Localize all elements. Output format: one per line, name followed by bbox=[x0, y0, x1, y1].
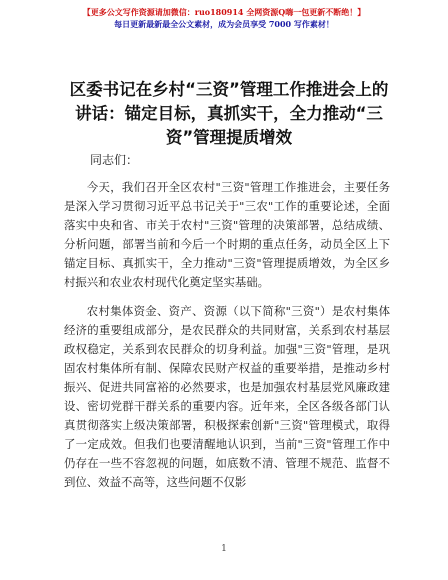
paragraph-1: 今天，我们召开全区农村"三资"管理工作推进会，主要任务是深入学习贯彻习近平总书记关于"三农"工作的重要论述，全面落实中央和省、市关于农村"三资"管理的决策部署，总结成绩、分析问题，部署当前和今后一个时期的重点任务，动员全区上下锚定目标、真抓实干，全力推动"三资"管理提质增效，为全区乡村振兴和农业农村现代化奠定坚实基础。 bbox=[64, 180, 390, 289]
document-title: 区委书记在乡村“三资”管理工作推进会上的讲话：锚定目标，真抓实干，全力推动“三资”管理提质增效 bbox=[69, 80, 389, 147]
banner-line-blue: 每日更新最新最全公文素材，成为会员享受 7000 写作素材！ bbox=[114, 19, 334, 29]
salutation: 同志们： bbox=[90, 153, 139, 167]
header-banner bbox=[0, 6, 448, 30]
banner-line-red: 【更多公文写作资源请加微信：ruo180914 全网资源Q嗨一包更新不断绝！】 bbox=[82, 7, 366, 17]
page-number: 1 bbox=[221, 544, 227, 554]
paragraph-2: 农村集体资金、资产、资源（以下简称"三资"）是农村集体经济的重要组成部分，是农民群众的共同财富，关系到农村基层政权稳定，关系到农民群众的切身利益。加强"三资"管理，是巩固农村集体所有制、保障农民财产权益的重要举措，是推动乡村振兴、促进共同富裕的必然要求，也是加强农村基层党风廉政建设、密切党群干群关系的重要内容。近年来，全区各级各部门认真贯彻落实上级决策部署，积极探索创新"三资"管理模式，取得了一定成效。但我们也要清醒地认识到，当前"三资"管理工作中仍存在一些不容忽视的问题，如底数不清、管理不规范、监督不到位、效益不高等，这些问题不仅影 bbox=[64, 304, 390, 489]
